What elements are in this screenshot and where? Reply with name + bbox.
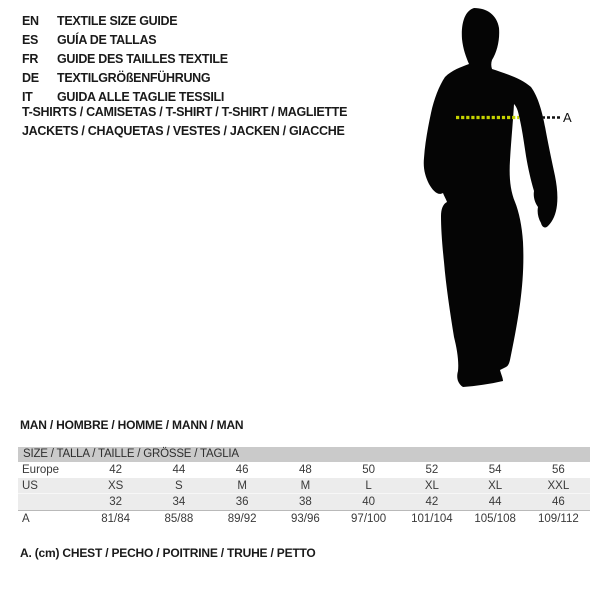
size-value: S bbox=[175, 479, 183, 492]
category-tshirts: T-SHIRTS / CAMISETAS / T-SHIRT / T-SHIRT / MAGLIETTE bbox=[22, 105, 348, 119]
size-value: XL bbox=[488, 479, 503, 492]
size-value: XS bbox=[107, 479, 124, 492]
size-value: 48 bbox=[298, 464, 312, 476]
language-row-de bbox=[22, 68, 228, 87]
size-value: XL bbox=[424, 479, 439, 492]
language-title: TEXTILE SIZE GUIDE bbox=[57, 13, 178, 28]
size-value: 46 bbox=[551, 496, 565, 508]
language-code: DE bbox=[22, 70, 39, 85]
table-row-europe bbox=[18, 462, 590, 478]
size-value: 42 bbox=[425, 496, 439, 508]
language-code: FR bbox=[22, 51, 39, 66]
size-value: 54 bbox=[488, 464, 502, 476]
measurement-footnote: A. (cm) CHEST / PECHO / POITRINE / TRUHE / PETTO bbox=[20, 546, 316, 560]
table-row-us bbox=[18, 478, 590, 494]
size-value: 81/84 bbox=[101, 512, 131, 525]
size-value: 40 bbox=[362, 496, 376, 508]
size-table bbox=[18, 447, 590, 526]
language-code: ES bbox=[22, 32, 39, 47]
size-value: 42 bbox=[109, 464, 123, 476]
language-title: GUÍA DE TALLAS bbox=[57, 32, 157, 47]
size-value: 93/96 bbox=[290, 512, 320, 525]
man-silhouette-figure bbox=[400, 0, 600, 410]
language-code: IT bbox=[22, 89, 33, 104]
size-value: 56 bbox=[551, 464, 565, 476]
row-label: A bbox=[22, 512, 30, 525]
language-title: GUIDA ALLE TAGLIE TESSILI bbox=[57, 89, 225, 104]
table-row-us-numeric bbox=[18, 494, 590, 510]
size-table-header: SIZE / TALLA / TAILLE / GRÖSSE / TAGLIA bbox=[18, 447, 590, 462]
size-value: XXL bbox=[547, 479, 570, 492]
language-title: TEXTILGRÖßENFÜHRUNG bbox=[57, 70, 211, 85]
language-list bbox=[22, 11, 228, 106]
garment-categories bbox=[22, 103, 347, 141]
size-value: 44 bbox=[488, 496, 502, 508]
size-value: 85/88 bbox=[164, 512, 194, 525]
size-value: 38 bbox=[298, 496, 312, 508]
size-value: M bbox=[237, 479, 247, 492]
row-label: Europe bbox=[22, 464, 60, 476]
size-value: 32 bbox=[109, 496, 123, 508]
size-value: L bbox=[365, 479, 372, 492]
size-value: 105/108 bbox=[474, 512, 516, 525]
size-value: 50 bbox=[362, 464, 376, 476]
table-row-chest-measure bbox=[18, 510, 590, 526]
size-value: 52 bbox=[425, 464, 439, 476]
section-title-man: MAN / HOMBRE / HOMME / MANN / MAN bbox=[20, 418, 244, 432]
language-title: GUIDE DES TAILLES TEXTILE bbox=[57, 51, 228, 66]
language-row-es bbox=[22, 30, 228, 49]
row-label: US bbox=[22, 479, 38, 492]
size-value: 89/92 bbox=[227, 512, 257, 525]
language-row-en bbox=[22, 11, 228, 30]
size-value: 46 bbox=[235, 464, 249, 476]
size-value: 97/100 bbox=[351, 512, 387, 525]
man-silhouette-svg bbox=[400, 0, 600, 410]
size-value: M bbox=[300, 479, 311, 492]
size-value: 44 bbox=[172, 464, 186, 476]
size-value: 34 bbox=[172, 496, 186, 508]
man-silhouette-shape bbox=[424, 8, 558, 387]
language-row-fr bbox=[22, 49, 228, 68]
size-value: 101/104 bbox=[411, 512, 453, 525]
size-value: 36 bbox=[235, 496, 249, 508]
chest-marker-label: A bbox=[563, 110, 572, 125]
category-jackets: JACKETS / CHAQUETAS / VESTES / JACKEN / GIACCHE bbox=[22, 124, 345, 138]
language-code: EN bbox=[22, 13, 39, 28]
size-value: 109/112 bbox=[538, 512, 579, 525]
